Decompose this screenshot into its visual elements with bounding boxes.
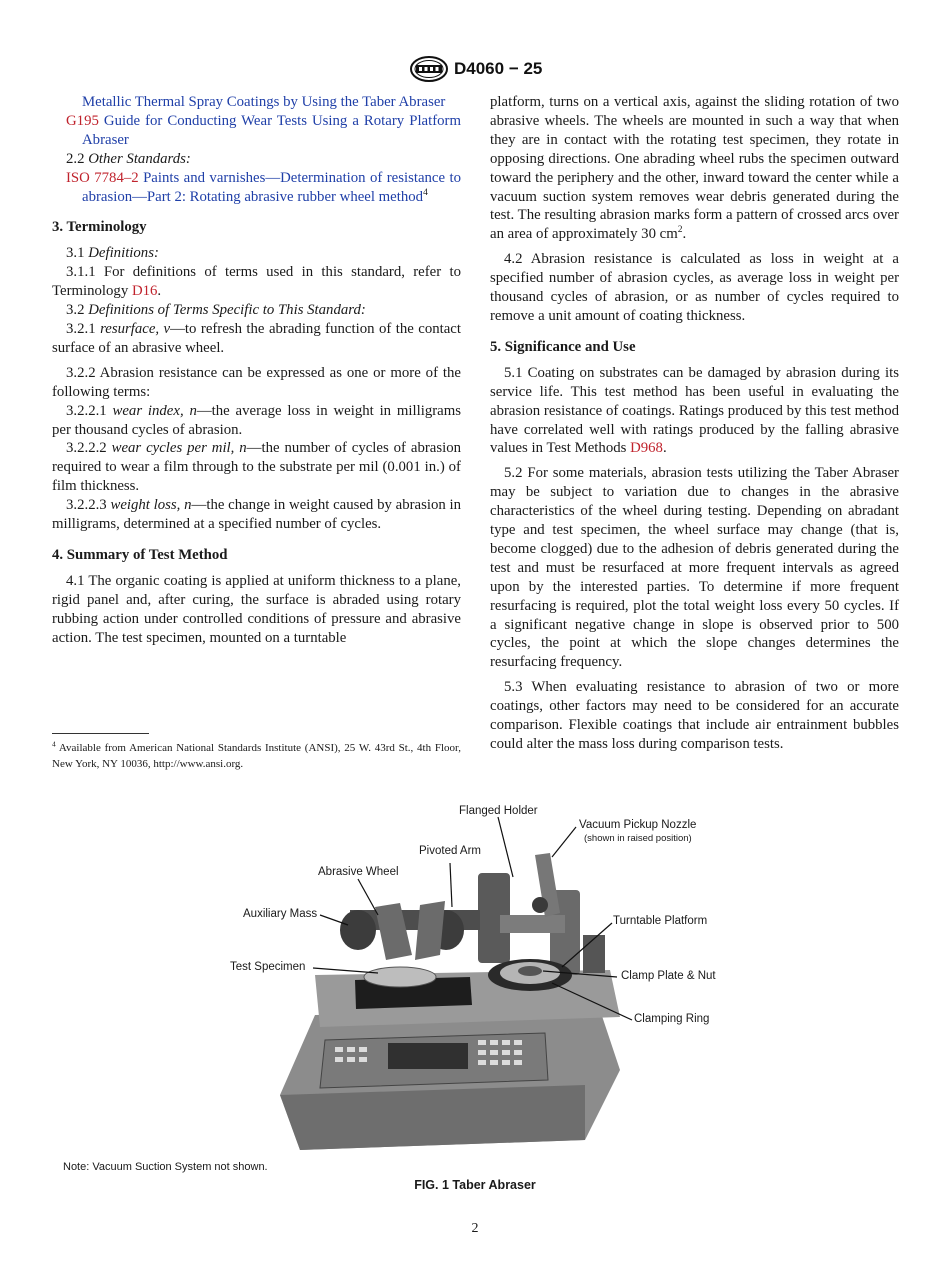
astm-logo-icon bbox=[409, 56, 449, 82]
reference-g195 bbox=[52, 112, 461, 150]
reference-title[interactable]: Paints and varnishes—Determination of resistance to abrasion—Part 2: Rotating abrasive rubber wheel method bbox=[82, 169, 461, 205]
label-vacuum-pickup-nozzle: Vacuum Pickup Nozzle bbox=[579, 819, 697, 831]
definition-3-2-2-1: 3.2.2.1 wear index, n—the average loss in weight in milligrams per thousand cycles of abrasion. bbox=[52, 402, 462, 438]
subsection-3-2: 3.2 Definitions of Terms Specific to This Standard: bbox=[66, 302, 366, 319]
paragraph-5-1: 5.1 Coating on substrates can be damaged by abrasion during its service life. This test method has been useful in evaluating the abrasion resistance of coatings. Ratings produced by this test method have correlated well with ratings produced by the falling abrasive values in Test Methods D968. bbox=[490, 364, 899, 457]
label-turntable-platform: Turntable Platform bbox=[613, 915, 708, 927]
document-id: D4060 − 25 bbox=[454, 59, 543, 78]
reference-continued bbox=[52, 93, 461, 112]
section-heading: 4. Summary of Test Method bbox=[52, 546, 228, 563]
paragraph-4-2: 4.2 Abrasion resistance is calculated as loss in weight at a specified number of abrasion cycles, as average loss in weight per thousand cycles of abrasion, or as number of cycles required to remove a unit amount of coating thickness. bbox=[490, 251, 899, 324]
figure-taber-abraser bbox=[0, 795, 950, 1160]
label-flanged-holder: Flanged Holder bbox=[459, 805, 538, 817]
section-heading: 5. Significance and Use bbox=[490, 338, 636, 355]
paragraph-5-3: 5.3 When evaluating resistance to abrasion of two or more coatings, other factors may need to be considered for an accurate comparison. Flexible coatings that include air entrainment bubbles could alter the mass loss during comparison tests. bbox=[490, 679, 899, 752]
label-test-specimen: Test Specimen bbox=[230, 961, 306, 973]
paragraph-4-1-continued: platform, turns on a vertical axis, against the sliding rotation of two abrasive wheels. The wheels are mounted in such a way that when they are in contact with the rotating test specimen, they rotate in opposing directions. One abrading wheel rubs the specimen outward toward the periphery and the other, inward toward the center while a vacuum suction system removes wear debris generated during the test. The resulting abrasion marks form a pattern of crossed arcs over an area of approximately 30 $cm^2$. bbox=[490, 94, 899, 243]
subsection-2-2: 2.2 Other Standards: bbox=[66, 150, 191, 167]
section-heading: 3. Terminology bbox=[52, 219, 147, 236]
figure-note: Note: Vacuum Suction System not shown. bbox=[63, 1161, 268, 1173]
definition-3-2-2-2: 3.2.2.2 wear cycles per mil, n—the number of cycles of abrasion required to wear a film through to the substrate per mil (0.001 in.) of film thickness. bbox=[52, 440, 461, 495]
label-clamp-plate-nut: Clamp Plate & Nut bbox=[621, 970, 716, 982]
label-abrasive-wheel: Abrasive Wheel bbox=[318, 866, 399, 878]
reference-iso bbox=[52, 169, 461, 207]
reference-code[interactable]: ISO 7784–2 bbox=[66, 169, 139, 186]
label-auxiliary-mass: Auxiliary Mass bbox=[243, 908, 318, 920]
footnote-rule bbox=[52, 733, 149, 734]
page-number: 2 bbox=[471, 1221, 479, 1236]
reference-link[interactable]: D16 bbox=[131, 283, 158, 300]
label-vacuum-nozzle-sub: (shown in raised position) bbox=[584, 833, 692, 844]
label-clamping-ring: Clamping Ring bbox=[634, 1013, 710, 1025]
left-column bbox=[52, 93, 461, 647]
definition-3-2-1: 3.2.1 resurface, v—to refresh the abrading function of the contact surface of an abrasive wheel. bbox=[52, 320, 461, 356]
reference-title[interactable]: Guide for Conducting Wear Tests Using a Rotary Platform Abraser bbox=[82, 112, 461, 148]
paragraph-5-2: 5.2 For some materials, abrasion tests utilizing the Taber Abraser may be subject to variation due to changes in the abrasive characteristics of the wheel during testing. Depending on abradant type and test specimen, the wheel surface may change (that is, become clogged) due to the adhesion of debris generated during the test and must be resurfaced at more frequent intervals as agreed upon by the interested parties. To determine if more frequent resurfacing is required, plot the total weight loss every 50 cycles. If a significant negative change in slope is observed prior to 500 cycles, the point at which the slope changes determines the resurfacing frequency. bbox=[490, 465, 899, 671]
paragraph-3-1-1: 3.1.1 For definitions of terms used in this standard, refer to Terminology D16. bbox=[52, 264, 461, 300]
reference-code[interactable]: G195 bbox=[66, 112, 99, 129]
figure-caption: FIG. 1 Taber Abraser bbox=[414, 1178, 536, 1192]
right-column bbox=[490, 93, 899, 754]
page-header bbox=[0, 56, 950, 84]
subsection-3-1: 3.1 Definitions: bbox=[66, 245, 159, 262]
footnote: $^4$ Available from American National Standards Institute (ANSI), 25 W. 43rd St., 4th Floor, New York, NY 10036, http://www.ansi.org. bbox=[52, 739, 461, 770]
paragraph-4-1: 4.1 The organic coating is applied at uniform thickness to a plane, rigid panel and, after curing, the surface is abraded using rotary rubbing action under controlled conditions of pressure and abrasive action. The test specimen, mounted on a turntable bbox=[52, 572, 461, 646]
reference-link[interactable]: Metallic Thermal Spray Coatings by Using the Taber Abraser bbox=[82, 94, 446, 110]
definition-3-2-2-3: 3.2.2.3 weight loss, n—the change in weight caused by abrasion in milligrams, determined at a specified number of cycles. bbox=[52, 497, 462, 533]
label-pivoted-arm: Pivoted Arm bbox=[419, 845, 481, 857]
footnote-marker: 4 bbox=[423, 187, 428, 198]
paragraph-3-2-2: 3.2.2 Abrasion resistance can be expressed as one or more of the following terms: bbox=[52, 364, 461, 400]
reference-link[interactable]: D968 bbox=[630, 440, 663, 457]
